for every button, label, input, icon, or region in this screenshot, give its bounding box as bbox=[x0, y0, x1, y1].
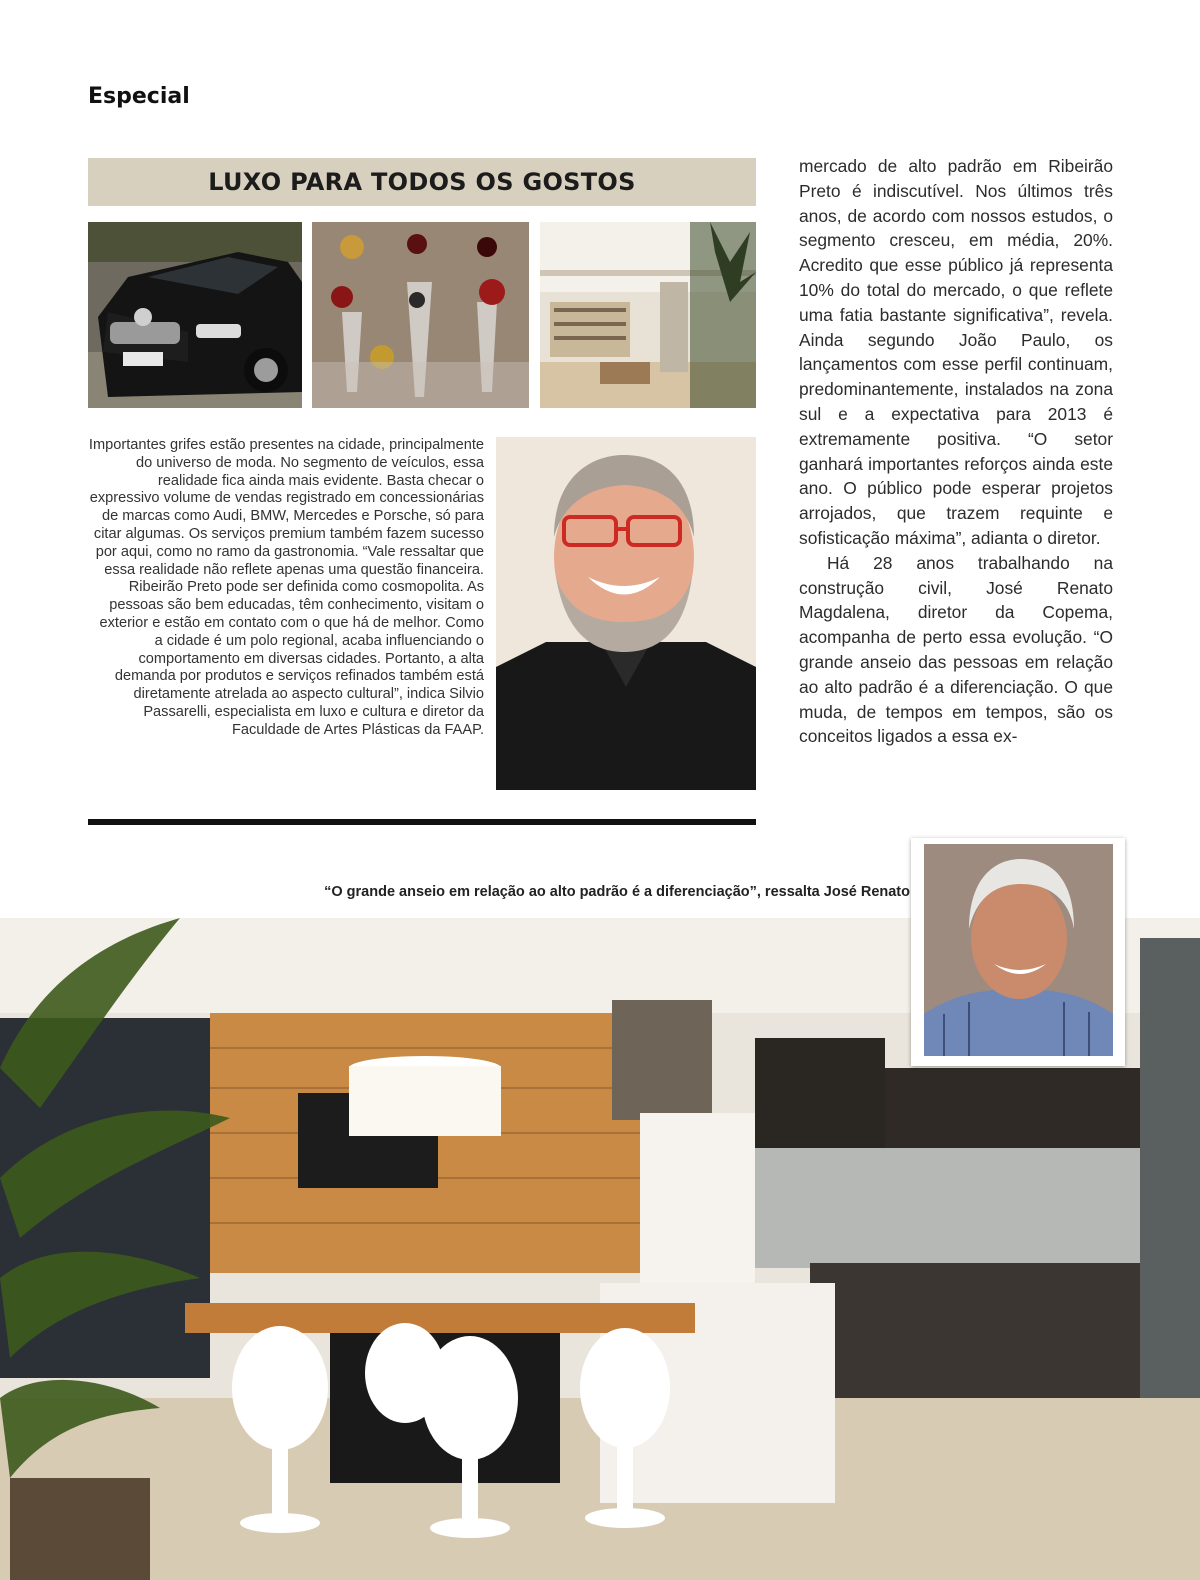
portrait-photo bbox=[496, 437, 756, 790]
photo-caption: “O grande anseio em relação ao alto padrão é a diferenciação”, ressalta José Renato bbox=[324, 884, 910, 900]
left-paragraph: Importantes grifes estão presentes na cidade, principalmente do universo de moda. No segmento de veículos, essa realidade fica ainda mais evidente. Basta checar o expressivo volume de vendas registrado em concessionárias de marcas como Audi, BMW, Mercedes e Porsche, só para citar algumas. Os serviços premium também fazem sucesso por aqui, como no ramo da gastronomia. “Vale ressaltar que essa realidade não reflete apenas uma questão financeira. Ribeirão Preto pode ser definida como cosmopolita. As pessoas são bem educadas, têm conhecimento, visitam o exterior e estão em contato com o que há de melhor. Como a cidade é um polo regional, acaba influenciando o comportamento em diversas cidades. Portanto, a alta demanda por produtos e serviços refinados também está diretamente atrelada ao aspecto cultural”, indica Silvio Passarelli, especialista em luxo e cultura e diretor da Faculdade de Artes Plásticas da FAAP. bbox=[88, 437, 484, 738]
car-photo bbox=[88, 222, 302, 408]
right-paragraph-1: mercado de alto padrão em Ribeirão Preto é indiscutível. Nos últimos três anos, de acordo com nossos estudos, o segmento cresceu, em média, 20%. Acredito que esse público já representa 10% do total do mercado, o que reflete uma fatia bastante significativa”, revela. Ainda segundo João Paulo, os lançamentos com esse perfil continuam, predominantemente, instalados na zona sul e a expectativa para 2013 é extremamente positiva. “O setor ganhará importantes reforços ainda este ano. O público pode esperar projetos arrojados, que trazem requinte e sofisticação máxima”, adianta o diretor. bbox=[799, 156, 1113, 548]
right-column-text bbox=[799, 154, 1113, 749]
article-title-box bbox=[88, 158, 756, 206]
right-paragraph-2: Há 28 anos trabalhando na construção civil, José Renato Magdalena, diretor da Copema, acompanha de perto essa evolução. “O grande anseio das pessoas em relação ao alto padrão é a diferenciação. O que muda, de tempos em tempos, são os conceitos ligados a essa ex- bbox=[799, 552, 1113, 747]
divider-rule bbox=[88, 819, 756, 825]
jewelry-photo bbox=[312, 222, 529, 408]
article-title: LUXO PARA TODOS OS GOSTOS bbox=[208, 168, 636, 196]
portrait-photo-framed bbox=[911, 838, 1125, 1066]
store-photo bbox=[540, 222, 756, 408]
section-label: Especial bbox=[88, 84, 190, 109]
